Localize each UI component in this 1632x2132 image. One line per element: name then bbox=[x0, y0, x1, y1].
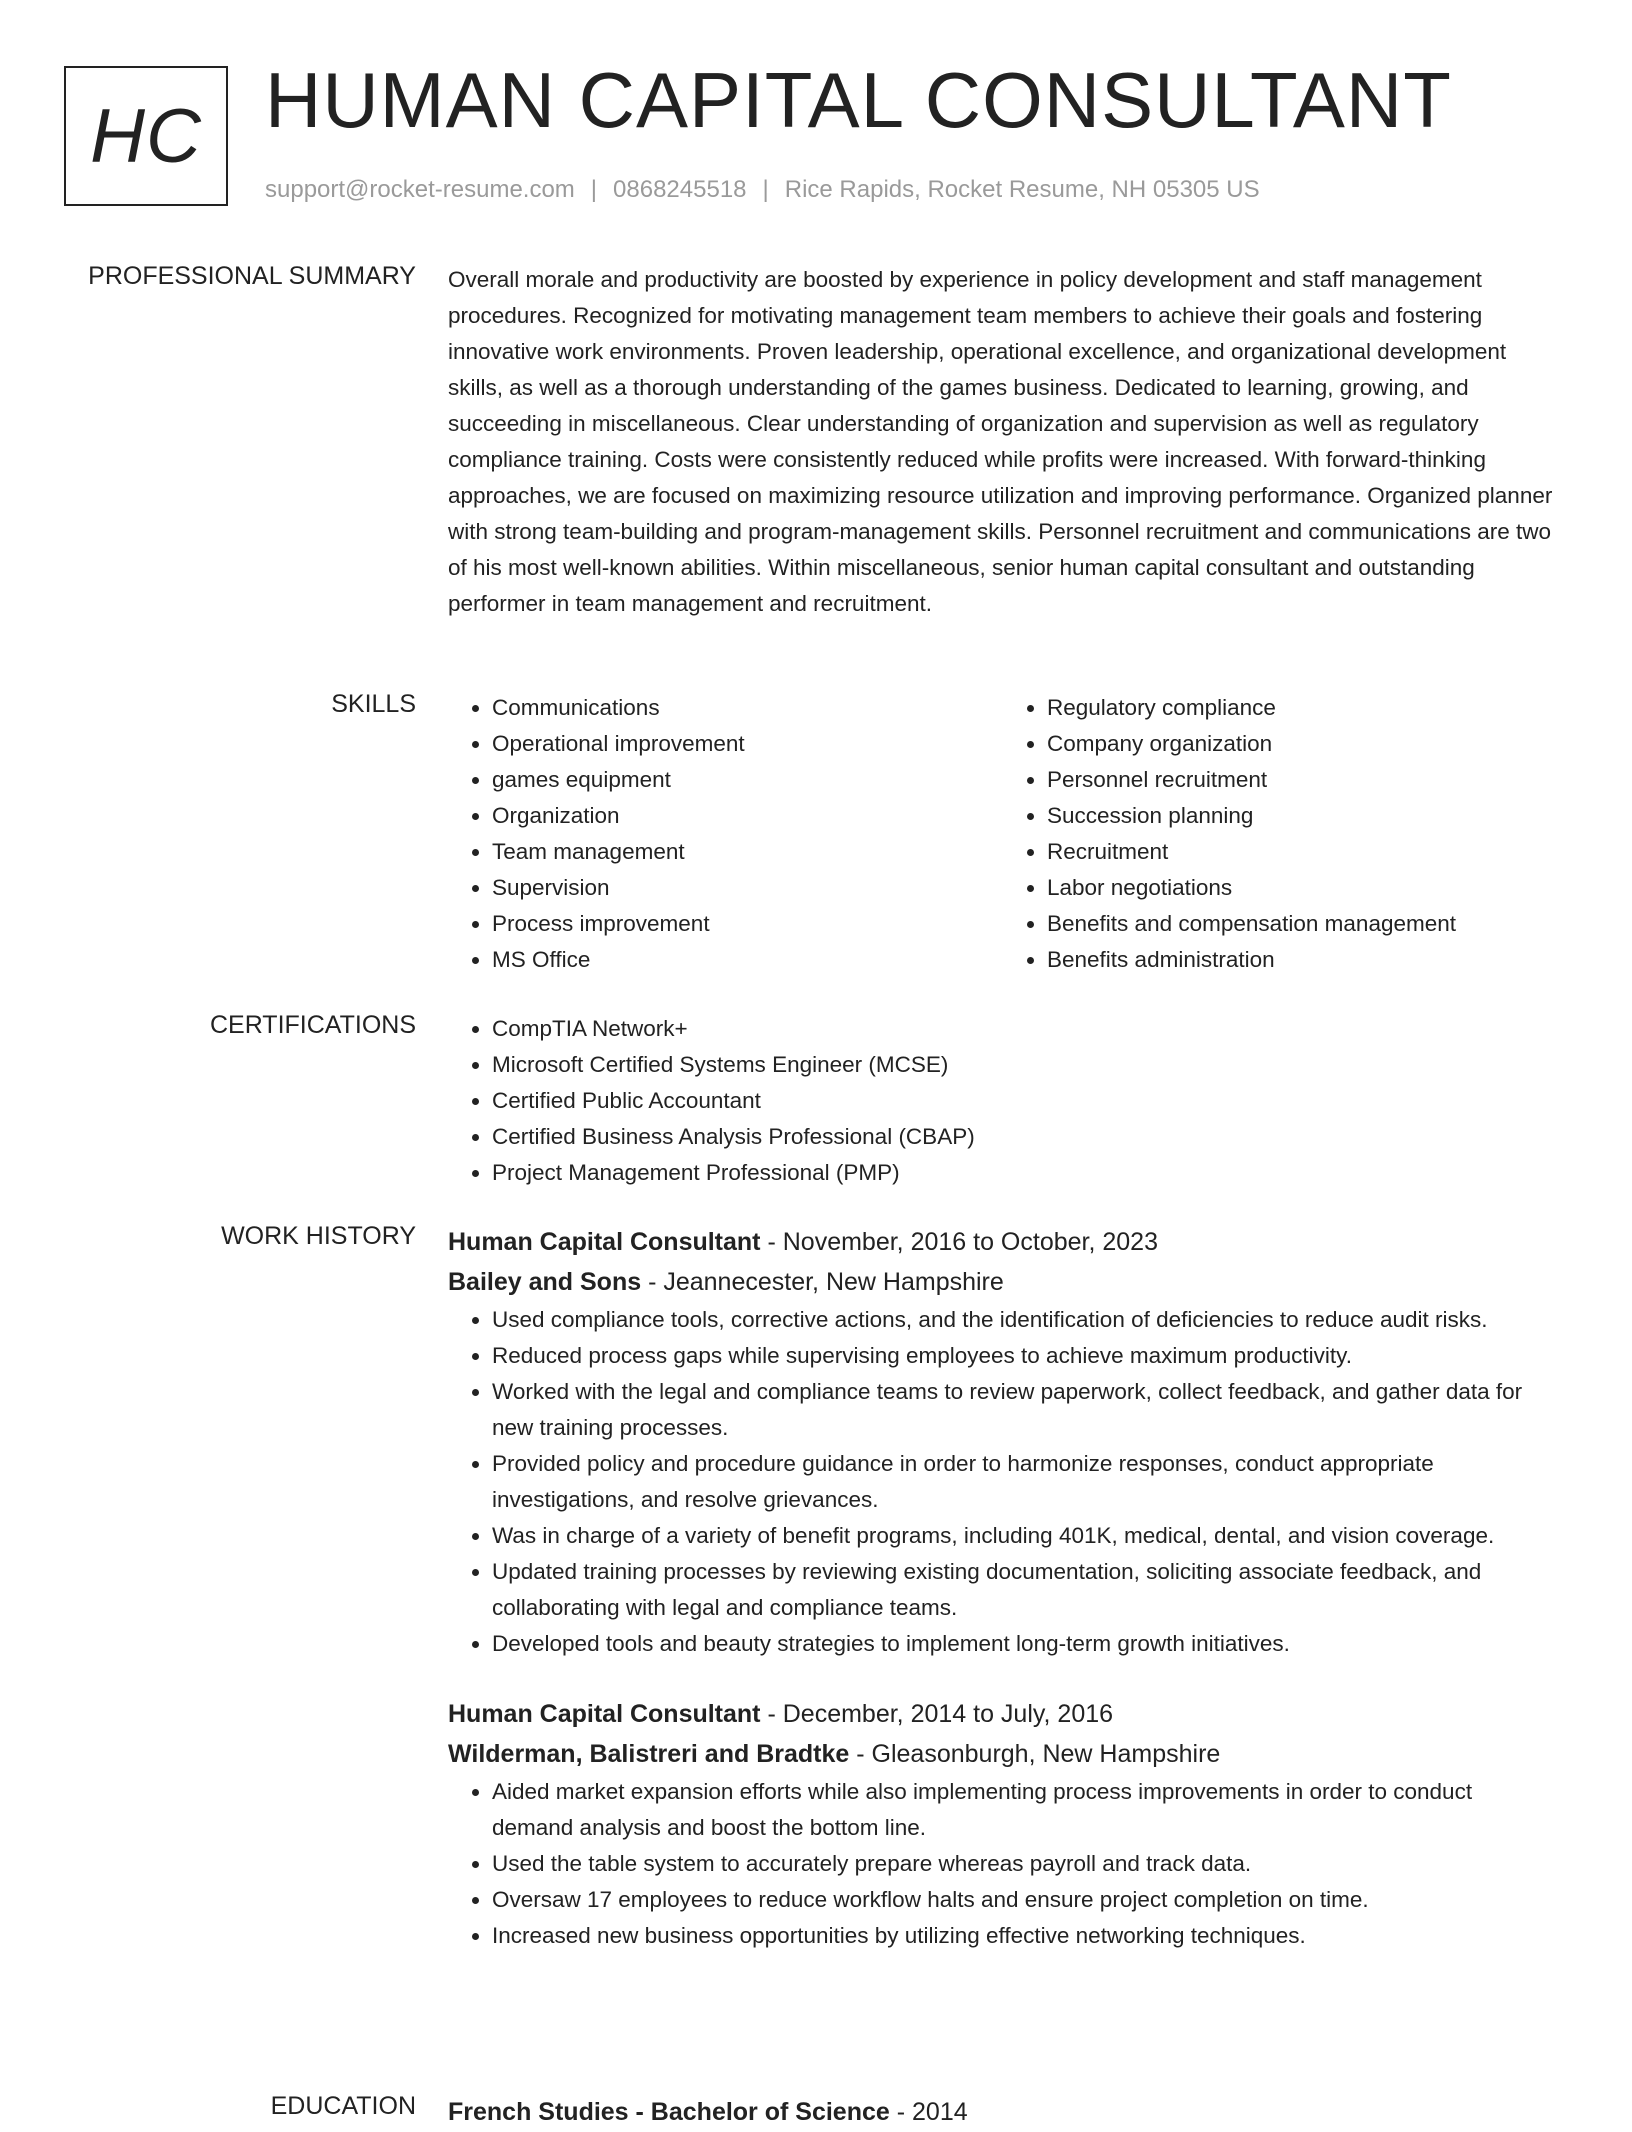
list-item: • Regulatory compliance bbox=[1047, 690, 1558, 726]
education-degree: French Studies - Bachelor of Science bbox=[448, 2098, 890, 2126]
job-location: Gleasonburgh, New Hampshire bbox=[871, 1740, 1221, 1768]
job-location: Jeannecester, New Hampshire bbox=[663, 1268, 1004, 1296]
job-entry bbox=[448, 1222, 1558, 1662]
job-dates: November, 2016 to October, 2023 bbox=[782, 1228, 1158, 1256]
job-entry bbox=[448, 1694, 1558, 1954]
list-item: • Recruitment bbox=[1047, 834, 1558, 870]
list-item: • Benefits and compensation management bbox=[1047, 906, 1558, 942]
contact-line bbox=[265, 176, 1260, 204]
monogram-badge: HC bbox=[64, 66, 228, 206]
page-title: HUMAN CAPITAL CONSULTANT bbox=[265, 56, 1452, 144]
work-history-body bbox=[448, 1222, 1558, 1954]
list-item: • Succession planning bbox=[1047, 798, 1558, 834]
certifications-body bbox=[448, 1011, 1558, 1191]
summary-body bbox=[448, 262, 1558, 622]
job-dates: December, 2014 to July, 2016 bbox=[782, 1700, 1114, 1728]
skills-grid bbox=[448, 690, 1558, 978]
section-label-education: EDUCATION bbox=[270, 2092, 416, 2120]
list-item: • MS Office bbox=[492, 942, 1003, 978]
list-item: • games equipment bbox=[492, 762, 1003, 798]
email-text: support@rocket-resume.com bbox=[265, 176, 575, 203]
section-label-work-history: WORK HISTORY bbox=[221, 1222, 416, 1250]
address-text: Rice Rapids, Rocket Resume, NH 05305 US bbox=[784, 176, 1260, 203]
phone-text: 0868245518 bbox=[613, 176, 747, 203]
list-item: • Benefits administration bbox=[1047, 942, 1558, 978]
contact-separator: | bbox=[590, 176, 598, 203]
list-item: • Communications bbox=[492, 690, 1003, 726]
list-item: • Project Management Professional (PMP) bbox=[492, 1155, 1558, 1191]
list-item: • Certified Public Accountant bbox=[492, 1083, 1558, 1119]
job-company-line: Bailey and Sons - Jeannecester, New Hampshire bbox=[448, 1268, 1004, 1296]
list-item: • Updated training processes by reviewing existing documentation, soliciting associate feedback, and collaborating with legal and compliance teams. bbox=[492, 1554, 1558, 1626]
job-title-line: Human Capital Consultant - November, 2016 to October, 2023 bbox=[448, 1228, 1158, 1256]
list-item: • Worked with the legal and compliance teams to review paperwork, collect feedback, and gather data for new training processes. bbox=[492, 1374, 1558, 1446]
certifications-list bbox=[448, 1011, 1558, 1191]
job-company-line: Wilderman, Balistreri and Bradtke - Gleasonburgh, New Hampshire bbox=[448, 1740, 1221, 1768]
list-item: • Was in charge of a variety of benefit programs, including 401K, medical, dental, and vision coverage. bbox=[492, 1518, 1558, 1554]
list-item: • Team management bbox=[492, 834, 1003, 870]
list-item: • Microsoft Certified Systems Engineer (MCSE) bbox=[492, 1047, 1558, 1083]
list-item: • Process improvement bbox=[492, 906, 1003, 942]
list-item: • Increased new business opportunities by utilizing effective networking techniques. bbox=[492, 1918, 1558, 1954]
list-item: • Company organization bbox=[1047, 726, 1558, 762]
list-item: • Supervision bbox=[492, 870, 1003, 906]
job-title-line: Human Capital Consultant - December, 2014 to July, 2016 bbox=[448, 1700, 1114, 1728]
list-item: • Oversaw 17 employees to reduce workflow halts and ensure project completion on time. bbox=[492, 1882, 1558, 1918]
list-item: • Provided policy and procedure guidance in order to harmonize responses, conduct appropriate investigations, and resolve grievances. bbox=[492, 1446, 1558, 1518]
job-bullets bbox=[448, 1774, 1558, 1954]
education-year: 2014 bbox=[912, 2098, 968, 2126]
job-company: Wilderman, Balistreri and Bradtke bbox=[448, 1740, 850, 1768]
education-body bbox=[448, 2092, 1558, 2132]
summary-text: Overall morale and productivity are boosted by experience in policy development and staff management procedures. Recognized for motivating management team members to achieve their goals and fostering innovative work environments. Proven leadership, operational excellence, and organizational development skills, as well as a thorough understanding of the games business. Dedicated to learning, growing, and succeeding in miscellaneous. Clear understanding of organization and supervision as well as regulatory compliance training. Costs were consistently reduced while profits were increased. With forward-thinking approaches, we are focused on maximizing resource utilization and improving performance. Organized planner with strong team-building and program-management skills. Personnel recruitment and communications are two of his most well-known abilities. Within miscellaneous, senior human capital consultant and outstanding performer in team management and recruitment. bbox=[448, 267, 1553, 616]
list-item: • Developed tools and beauty strategies to implement long-term growth initiatives. bbox=[492, 1626, 1558, 1662]
section-label-skills: SKILLS bbox=[331, 690, 416, 718]
section-label-summary: PROFESSIONAL SUMMARY bbox=[88, 262, 416, 290]
skills-right-list bbox=[1003, 690, 1558, 978]
contact-separator: | bbox=[762, 176, 769, 203]
list-item: • Reduced process gaps while supervising employees to achieve maximum productivity. bbox=[492, 1338, 1558, 1374]
job-bullets bbox=[448, 1302, 1558, 1662]
list-item: • Labor negotiations bbox=[1047, 870, 1558, 906]
skills-left-list bbox=[448, 690, 1003, 978]
section-label-certifications: CERTIFICATIONS bbox=[209, 1011, 416, 1039]
education-line: French Studies - Bachelor of Science - 2014 bbox=[448, 2098, 968, 2126]
list-item: • CompTIA Network+ bbox=[492, 1011, 1558, 1047]
job-company: Bailey and Sons bbox=[448, 1268, 642, 1296]
job-title: Human Capital Consultant bbox=[448, 1700, 761, 1728]
job-title: Human Capital Consultant bbox=[448, 1228, 761, 1256]
list-item: • Certified Business Analysis Professional (CBAP) bbox=[492, 1119, 1558, 1155]
list-item: • Personnel recruitment bbox=[1047, 762, 1558, 798]
list-item: • Operational improvement bbox=[492, 726, 1003, 762]
list-item: • Used the table system to accurately prepare whereas payroll and track data. bbox=[492, 1846, 1558, 1882]
list-item: • Organization bbox=[492, 798, 1003, 834]
list-item: • Aided market expansion efforts while also implementing process improvements in order to conduct demand analysis and boost the bottom line. bbox=[492, 1774, 1558, 1846]
list-item: • Used compliance tools, corrective actions, and the identification of deficiencies to reduce audit risks. bbox=[492, 1302, 1558, 1338]
